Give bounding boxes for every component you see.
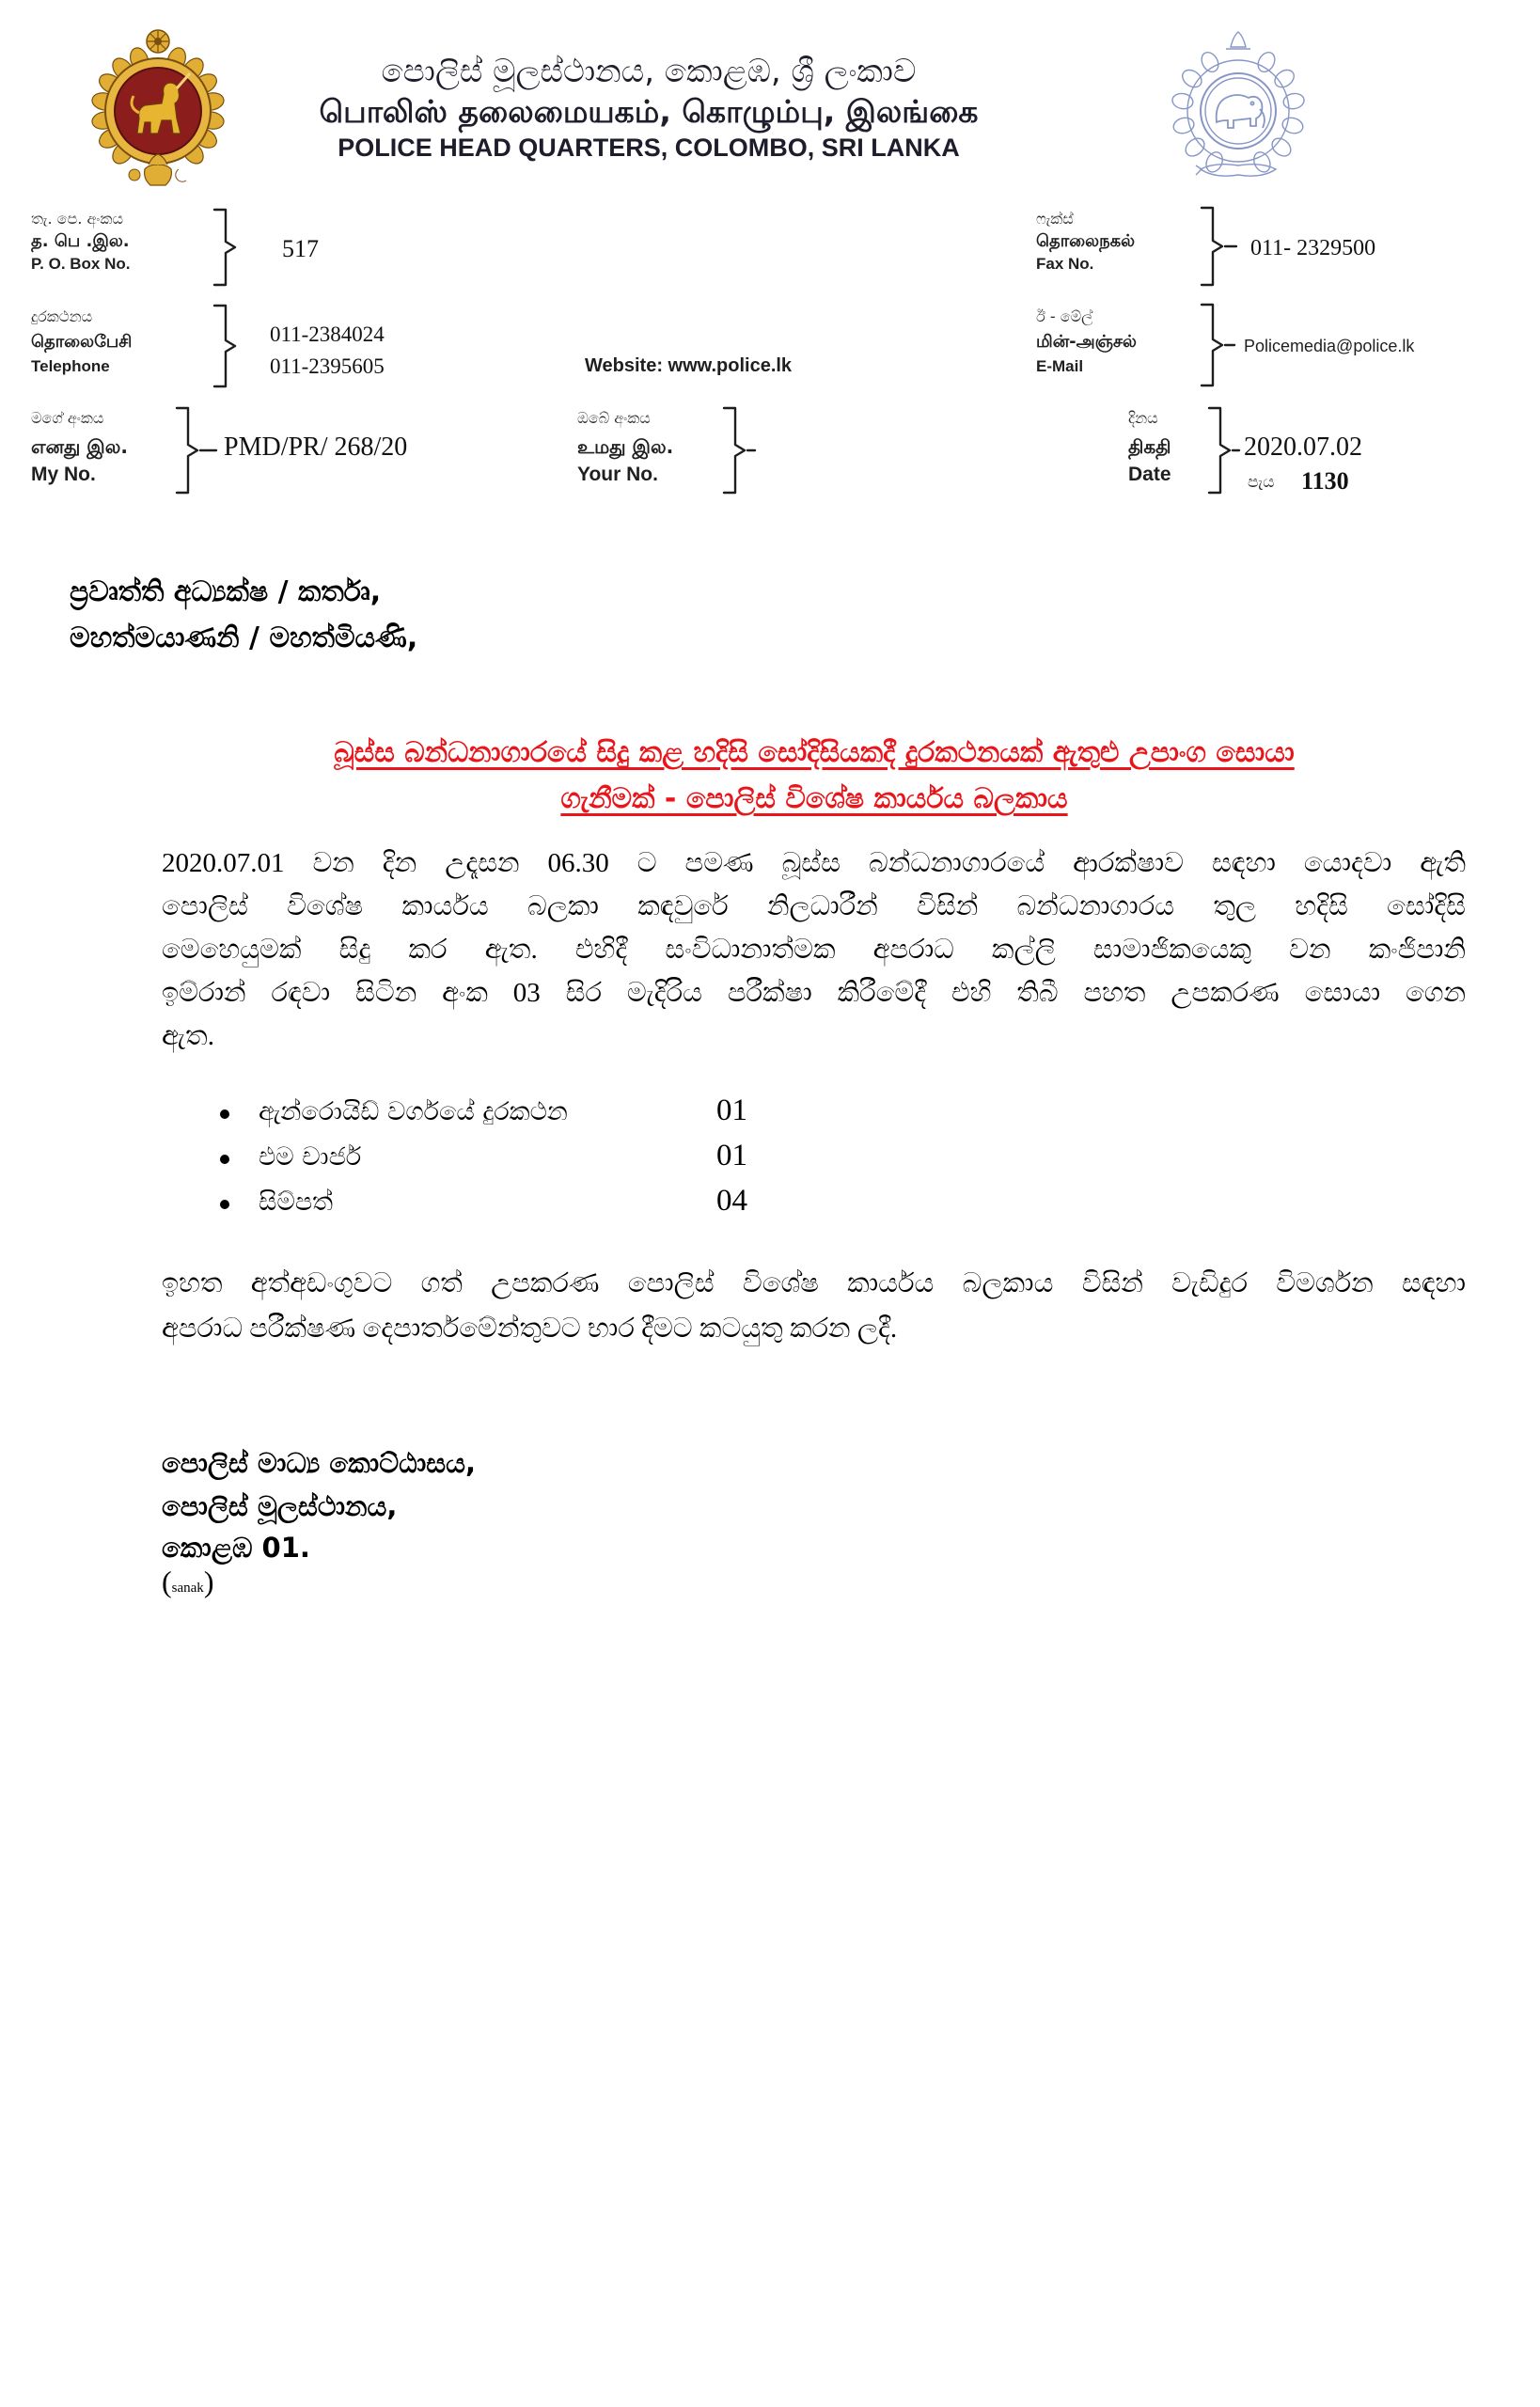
- po-box-label-sinhala: තැ. පෙ. අංකය: [31, 210, 123, 228]
- date-bracket: [1207, 406, 1245, 495]
- letterhead-title-sinhala: පොලිස් මූලස්ථානය, කොළඹ, ශ්‍රී ලංකාව: [381, 53, 917, 90]
- fax-label-sinhala: ෆැක්ස්: [1036, 210, 1074, 228]
- email-bracket: [1200, 303, 1247, 387]
- paragraph-1-line-4: ඉම්රාන් රඳවා සිටින අංක 03 සිර මැදිරිය පරීක්ෂා කිරීමේදී එහි තිබී පහත උපකරණ සොයා ගෙන: [162, 978, 1466, 1008]
- telephone-bracket: [212, 304, 250, 388]
- police-emblem-outer-ring: [1187, 60, 1289, 162]
- telephone-label-english: Telephone: [31, 357, 110, 375]
- initials-open-paren: (: [162, 1565, 172, 1598]
- list-bullet: [220, 1155, 229, 1164]
- website-text: Website: www.police.lk: [585, 355, 793, 376]
- email-label-sinhala: ඊ - මේල්: [1036, 307, 1093, 325]
- list-item-quantity: 04: [716, 1184, 747, 1218]
- signature-initials: [162, 1565, 213, 1599]
- initials-close-paren: ): [203, 1565, 214, 1598]
- time-value: 1130: [1301, 467, 1349, 495]
- telephone-value-2: 011-2395605: [270, 354, 385, 378]
- police-emblem-crest: [1226, 32, 1250, 49]
- po-box-value: 517: [282, 235, 319, 262]
- fax-value: 011- 2329500: [1250, 236, 1376, 260]
- your-no-label-sinhala: ඔබේ අංකය: [577, 409, 651, 427]
- emblem-moon: [176, 169, 186, 181]
- sri-lanka-police-emblem: [1158, 28, 1318, 190]
- emblem-sun: [129, 169, 140, 181]
- police-emblem-inner-ring: [1201, 73, 1276, 149]
- paragraph-1-line-1: 2020.07.01 වන දින උදෑසන 06.30 ට පමණ බූස්ස බන්ධනාගාරයේ ආරක්ෂාව සඳහා යොදවා ඇති: [162, 848, 1466, 878]
- my-no-label-english: My No.: [31, 464, 96, 485]
- paragraph-2-line-2: අපරාධ පරීක්ෂණ දෙපාර්තමේන්තුවට භාර දීමට කටයුතු කරන ලදී.: [162, 1314, 898, 1344]
- paragraph-1-line-3: මෙහෙයුමක් සිදු කර ඇත. එහිදී සංවිධානාත්මක අපරාධ කල්ලි සාමාජිකයෙකු වන කංජිපානි: [162, 935, 1466, 965]
- letterhead-title-english: POLICE HEAD QUARTERS, COLOMBO, SRI LANKA: [338, 134, 960, 162]
- list-item-quantity: 01: [716, 1093, 747, 1127]
- po-box-bracket: [212, 208, 250, 287]
- po-box-label-tamil: த. பெ .இல.: [31, 231, 130, 251]
- list-item-quantity: 01: [716, 1139, 747, 1172]
- salutation-greeting: මහත්මයාණනි / මහත්මියණි,: [70, 621, 418, 654]
- your-no-bracket: [722, 406, 763, 495]
- date-label-sinhala: දිනය: [1128, 409, 1158, 427]
- telephone-label-sinhala: දුරකථනය: [31, 307, 93, 325]
- signature-city: කොළඹ 01.: [162, 1532, 310, 1564]
- list-item-name: එම චාජර්: [259, 1142, 362, 1172]
- date-label-tamil: திகதி: [1128, 435, 1171, 458]
- po-box-label-english: P. O. Box No.: [31, 255, 131, 273]
- your-no-label-english: Your No.: [577, 464, 658, 485]
- date-value: 2020.07.02: [1244, 433, 1362, 462]
- my-no-label-sinhala: මගේ අංකය: [31, 409, 104, 427]
- time-label: පැය: [1248, 473, 1275, 492]
- email-label-english: E-Mail: [1036, 357, 1084, 375]
- list-item-name: සිම්පත්: [259, 1188, 334, 1217]
- headline-line-1: බූස්ස බන්ධනාගාරයේ සිදු කළ හදිසි සෝදිසියකදී දුරකථනයක් ඇතුළු උපාංග සොයා: [334, 736, 1295, 769]
- my-no-value: PMD/PR/ 268/20: [224, 433, 408, 462]
- email-label-tamil: மின்-அஞ்சல்: [1036, 332, 1137, 352]
- headline-line-2: ගැනීමක් - පොලිස් විශේෂ කාර්යය බලකාය: [560, 782, 1068, 815]
- paragraph-2-line-1: ඉහත අත්අඩංගුවට ගත් උපකරණ පොලිස් විශේෂ කාර්යය බලකාය විසින් වැඩිදුර විමර්ශන සඳහා: [162, 1268, 1466, 1298]
- list-item-name: ඇන්රොයිඩ් වර්ගයේ දුරකථන: [259, 1097, 568, 1126]
- salutation-recipient: ප්‍රවෘත්ති අධ්‍යක්ෂ / කර්තෘ,: [70, 575, 382, 608]
- my-no-label-tamil: எனது இல.: [31, 435, 128, 458]
- telephone-value-1: 011-2384024: [270, 323, 385, 346]
- telephone-label-tamil: தொலைபேசி: [31, 332, 133, 352]
- my-no-bracket: [175, 406, 224, 495]
- letterhead-title-tamil: பொலிஸ் தலைமையகம், கொழும்பு, இலங்கை: [319, 93, 979, 130]
- police-emblem-petal-ring: [1171, 50, 1306, 175]
- signature-division: පොලිස් මාධ්‍ය කොට්ඨාසය,: [162, 1447, 476, 1479]
- fax-label-english: Fax No.: [1036, 255, 1094, 273]
- police-emblem-elephant: [1217, 95, 1265, 128]
- initials-name: sanak: [171, 1581, 204, 1596]
- paragraph-1-line-2: පොලිස් විශේෂ කාර්යය බලකා කඳවුරේ නිලධාරීන් විසින් බන්ධනාගාරය තුල හදිසි සෝදිසි: [162, 891, 1466, 921]
- paragraph-1-line-5: ඇත.: [162, 1021, 214, 1051]
- your-no-label-tamil: உமது இல.: [577, 435, 674, 458]
- signature-headquarters: පොලිස් මූලස්ථානය,: [162, 1490, 398, 1522]
- sri-lanka-national-emblem: [83, 28, 233, 190]
- fax-label-tamil: தொலைநகல்: [1036, 231, 1136, 251]
- email-value: Policemedia@police.lk: [1244, 337, 1415, 355]
- list-bullet: [220, 1109, 229, 1119]
- list-bullet: [220, 1200, 229, 1209]
- emblem-dharma-chakra: [147, 30, 169, 53]
- date-label-english: Date: [1128, 464, 1171, 485]
- fax-bracket: [1200, 206, 1247, 287]
